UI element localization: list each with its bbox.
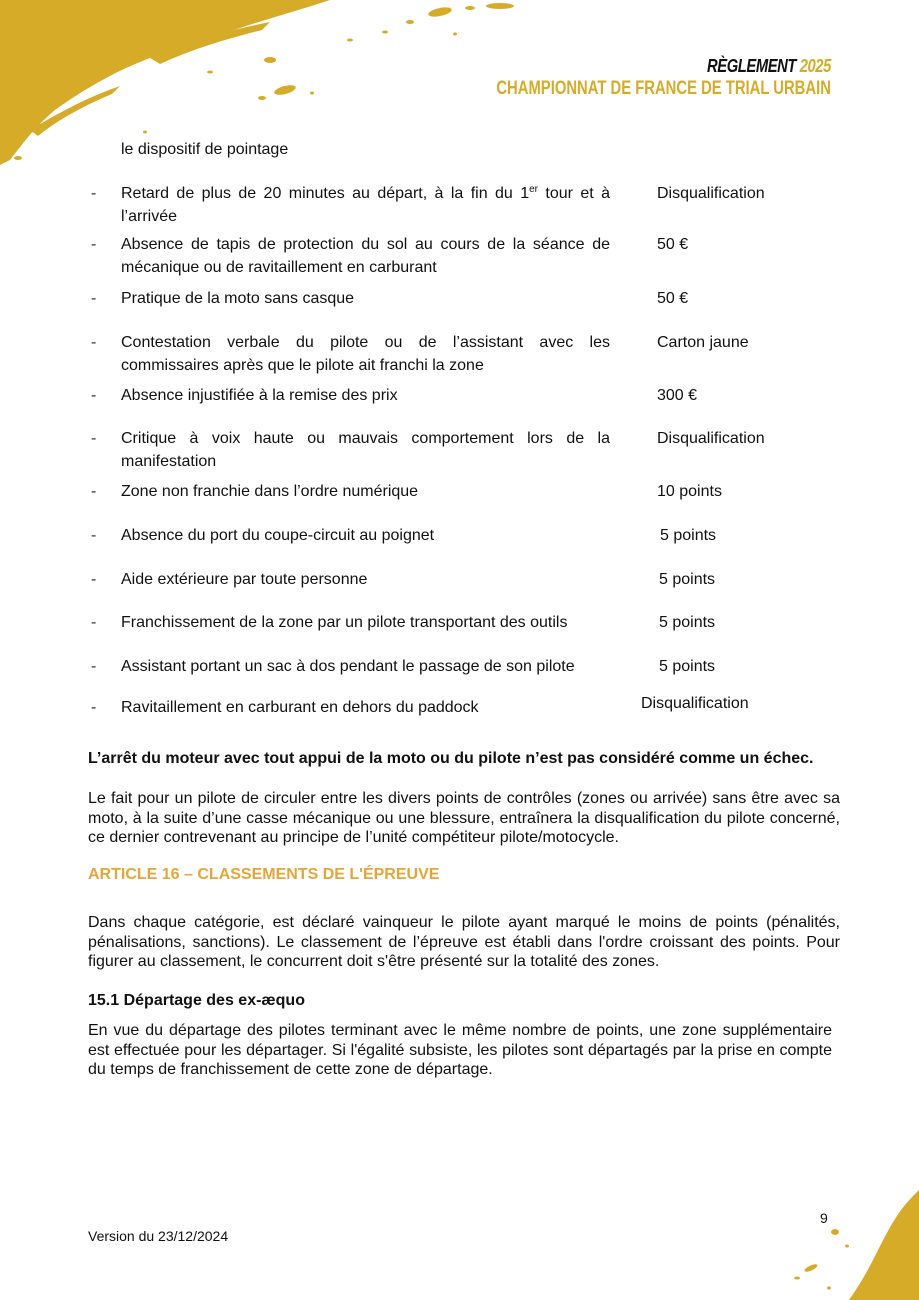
list-dash: - <box>91 658 97 675</box>
list-dash: - <box>91 527 97 544</box>
sanction-value: 50 € <box>657 290 689 307</box>
sanction-value: Carton jaune <box>657 334 749 351</box>
document-header <box>402 56 831 100</box>
header-title-text: RÈGLEMENT <box>707 56 797 76</box>
sanction-description: Franchissement de la zone par un pilote transportant des outils <box>121 614 568 631</box>
sanction-value: 5 points <box>660 527 717 544</box>
subsection-title: 15.1 Départage des ex-æquo <box>88 992 305 1009</box>
list-dash: - <box>91 483 97 500</box>
list-dash: - <box>91 334 97 351</box>
list-dash: - <box>91 699 97 716</box>
sanction-description: Assistant portant un sac à dos pendant le passage de son pilote <box>121 658 575 675</box>
list-dash: - <box>91 387 97 404</box>
sanction-value: 50 € <box>657 236 689 253</box>
header-subtitle: CHAMPIONNAT DE FRANCE DE TRIAL URBAIN <box>496 78 831 99</box>
sanction-value: 5 points <box>659 658 716 675</box>
header-year: 2025 <box>799 56 831 76</box>
list-dash: - <box>91 290 97 307</box>
article-title: ARTICLE 16 – CLASSEMENTS DE L'ÉPREUVE <box>88 866 440 883</box>
sanction-description: Absence injustifiée à la remise des prix <box>121 387 398 404</box>
list-dash: - <box>91 614 97 631</box>
paragraph-disqualification: Le fait pour un pilote de circuler entre les divers points de contrôles (zones ou arrivée) sans être avec sa moto, à la suite d’une casse mécanique ou une blessure, entraînera la disqualification du pilote concerné, ce dernier contrevenant au principe de l’unité compétiteur pilote/motocycle. <box>88 790 840 846</box>
sanction-description: Absence du port du coupe-circuit au poignet <box>121 527 435 544</box>
sanction-description: Critique à voix haute ou mauvais comportement lors de la manifestation <box>121 430 610 470</box>
list-dash: - <box>91 571 97 588</box>
sanction-description: Zone non franchie dans l’ordre numérique <box>121 483 419 500</box>
sanction-description: Absence de tapis de protection du sol au cours de la séance de mécanique ou de ravitaillement en carburant <box>121 236 610 276</box>
paragraph-classement: Dans chaque catégorie, est déclaré vainqueur le pilote ayant marqué le moins de points (pénalités, pénalisations, sanctions). Le classement de l’épreuve est établi dans l'ordre croissant des points. Pour figurer au classement, le concurrent doit s'être présenté sur la totalité des zones. <box>88 914 840 970</box>
sanction-description: Retard de plus de 20 minutes au départ, à la fin du 1er tour et à l’arrivée <box>121 184 610 225</box>
corner-splash-decoration-bottom <box>749 1190 919 1300</box>
sanction-value: 10 points <box>657 483 722 500</box>
footer-version: Version du 23/12/2024 <box>88 1228 229 1244</box>
sanction-value: 5 points <box>659 614 716 631</box>
sanction-value: 300 € <box>657 387 698 404</box>
bold-note: L’arrêt du moteur avec tout appui de la moto ou du pilote n’est pas considéré comme un échec. <box>88 750 814 767</box>
list-dash: - <box>91 430 97 447</box>
sanction-description: Pratique de la moto sans casque <box>121 290 355 307</box>
sanction-description: Contestation verbale du pilote ou de l’assistant avec les commissaires après que le pilote ait franchi la zone <box>121 334 610 374</box>
sanction-value: 5 points <box>659 571 716 588</box>
continued-text-fragment: le dispositif de pointage <box>121 141 289 158</box>
sanction-value: Disqualification <box>657 185 765 202</box>
sanction-description: Aide extérieure par toute personne <box>121 571 368 588</box>
sanction-description: Ravitaillement en carburant en dehors du paddock <box>121 699 479 716</box>
header-title <box>479 56 831 76</box>
list-dash: - <box>91 236 97 253</box>
page-number: 9 <box>820 1210 828 1226</box>
sanction-value: Disqualification <box>641 695 749 712</box>
sanction-value: Disqualification <box>657 430 765 447</box>
paragraph-departage: En vue du départage des pilotes terminant avec le même nombre de points, une zone supplémentaire est effectuée pour les départager. Si l'égalité subsiste, les pilotes sont départagés par la prise en compte du temps de franchissement de cette zone de départage. <box>88 1022 832 1078</box>
list-dash: - <box>91 185 97 202</box>
